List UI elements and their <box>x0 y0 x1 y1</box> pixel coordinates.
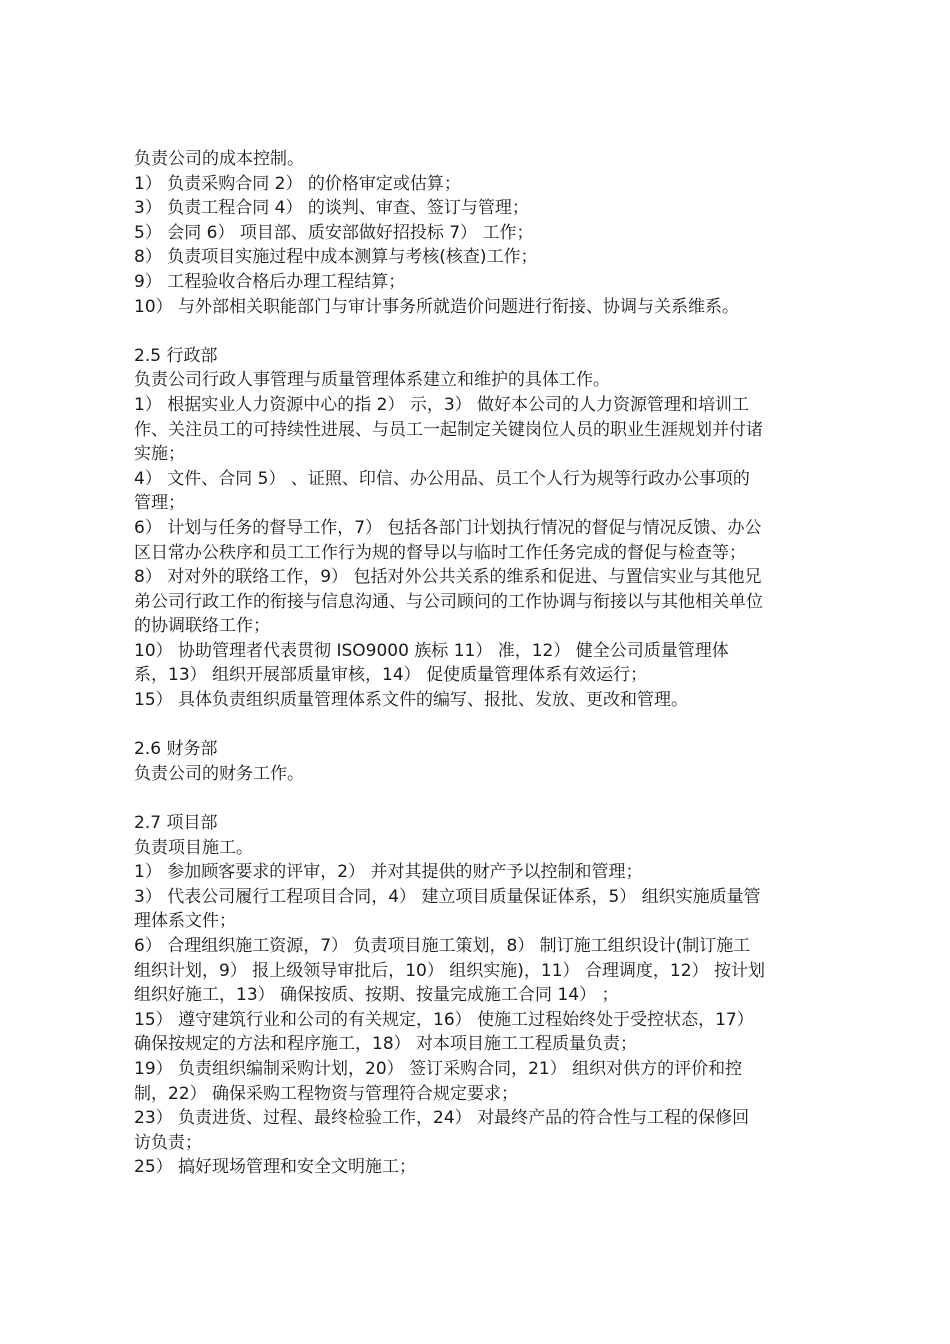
text-line: 确保按规定的方法和程序施工，18） 对本项目施工工程质量负责； <box>134 1034 638 1055</box>
text-line: 系，13） 组织开展部质量审核，14） 促使质量管理体系有效运行； <box>134 665 648 686</box>
text-line: 弟公司行政工作的衔接与信息沟通、与公司顾问的工作协调与衔接以与其他相关单位 <box>134 591 763 612</box>
blank-line <box>134 713 824 738</box>
text-line: 4） 文件、合同 5） 、证照、印信、办公用品、员工个人行为规等行政办公事项的 <box>134 468 750 489</box>
text-line: 实施； <box>134 444 185 465</box>
text-line: 负责公司的成本控制。 <box>134 149 304 169</box>
text-line: 8） 对对外的联络工作，9） 包括对外公共关系的维系和促进、与置信实业与其他兄 <box>134 567 762 588</box>
text-line: 访负责； <box>134 1132 202 1153</box>
text-line: 3） 负责工程合同 4） 的谈判、审查、签订与管理； <box>134 198 529 219</box>
section-heading: 2.5 行政部 <box>134 345 218 366</box>
text-line: 9） 工程验收合格后办理工程结算； <box>134 271 406 292</box>
text-line: 15） 遵守建筑行业和公司的有关规定，16） 使施工过程始终处于受控状态，17） <box>134 1009 754 1030</box>
section-heading: 2.6 财务部 <box>134 739 218 760</box>
text-line: 23） 负责进货、过程、最终检验工作，24） 对最终产品的符合性与工程的保修回 <box>134 1108 750 1129</box>
document-body <box>134 147 824 1180</box>
text-line: 25） 搞好现场管理和安全文明施工； <box>134 1157 417 1178</box>
text-line: 负责公司的财务工作。 <box>134 763 304 784</box>
text-line: 制，22） 确保采购工程物资与管理符合规定要求； <box>134 1083 519 1104</box>
text-line: 1） 根据实业人力资源中心的指 2） 示，3） 做好本公司的人力资源管理和培训工 <box>134 394 750 415</box>
text-line: 负责项目施工。 <box>134 837 253 858</box>
text-line: 1） 负责采购合同 2） 的价格审定或估算； <box>134 173 461 194</box>
text-line: 5） 会同 6） 项目部、质安部做好招投标 7） 工作； <box>134 222 534 243</box>
text-line: 组织计划，9） 报上级领导审批后，10） 组织实施)，11） 合理调度，12） 按计划 <box>134 960 765 981</box>
text-line: 管理； <box>134 493 185 514</box>
text-line: 3） 代表公司履行工程项目合同，4） 建立项目质量保证体系，5） 组织实施质量管 <box>134 886 761 907</box>
section-heading: 2.7 项目部 <box>134 813 218 834</box>
blank-line <box>134 319 824 344</box>
text-line: 的协调联络工作； <box>134 616 270 637</box>
text-line: 19） 负责组织编制采购计划，20） 签订采购合同，21） 组织对供方的评价和控 <box>134 1058 743 1079</box>
text-line: 区日常办公秩序和员工工作行为规的督导以与临时工作任务完成的督促与检查等； <box>134 542 746 563</box>
text-line: 6） 计划与任务的督导工作，7） 包括各部门计划执行情况的督促与情况反馈、办公 <box>134 517 762 538</box>
text-line: 组织好施工，13） 确保按质、按期、按量完成施工合同 14） ； <box>134 985 619 1006</box>
text-line: 理体系文件； <box>134 911 236 932</box>
text-line: 1） 参加顾客要求的评审，2） 并对其提供的财产予以控制和管理； <box>134 862 643 883</box>
text-line: 15） 具体负责组织质量管理体系文件的编写、报批、发放、更改和管理。 <box>134 690 689 711</box>
blank-line <box>134 786 824 811</box>
text-line: 负责公司行政人事管理与质量管理体系建立和维护的具体工作。 <box>134 370 610 391</box>
text-line: 6） 合理组织施工资源，7） 负责项目施工策划，8） 制订施工组织设计(制订施工 <box>134 936 751 956</box>
text-line: 作、关注员工的可持续性进展、与员工一起制定关键岗位人员的职业生涯规划并付诸 <box>134 419 763 440</box>
text-line: 10） 协助管理者代表贯彻 ISO9000 族标 11） 准，12） 健全公司质量管理体 <box>134 640 729 661</box>
text-line: 10） 与外部相关职能部门与审计事务所就造价问题进行衔接、协调与关系维系。 <box>134 296 740 317</box>
text-line: 8） 负责项目实施过程中成本测算与考核(核查)工作； <box>134 247 538 268</box>
